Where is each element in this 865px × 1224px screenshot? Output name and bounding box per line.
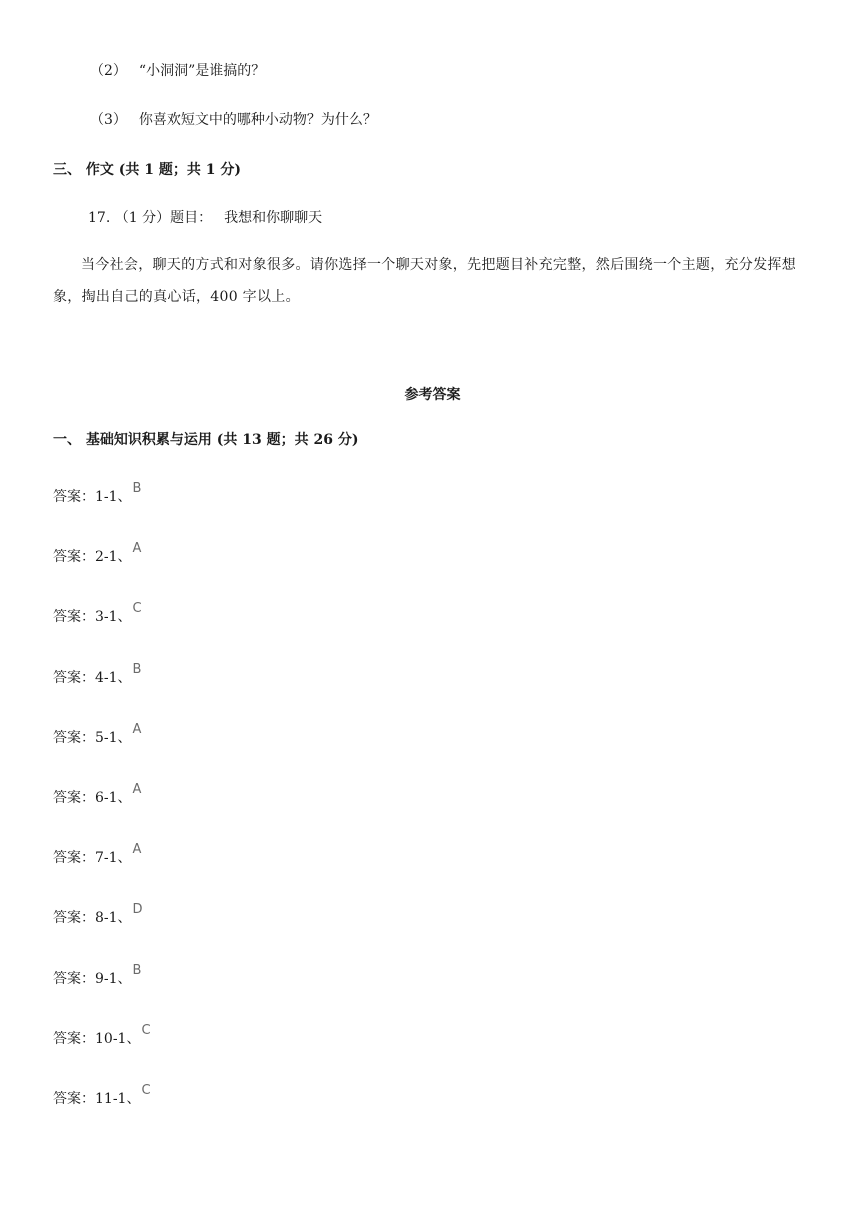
answer-label: 答案：6-1、	[53, 790, 132, 806]
question-prefix: 17. （1 分）题目：	[88, 210, 213, 226]
answer-choice: B	[132, 481, 142, 496]
answer-label: 答案：2-1、	[53, 549, 132, 566]
answer-item	[53, 842, 142, 867]
answer-item	[53, 721, 142, 747]
answer-label: 答案：7-1、	[53, 850, 132, 867]
essay-title: 我想和你聊聊天	[224, 210, 323, 226]
answer-choice: B	[132, 661, 142, 677]
question-text: 你喜欢短文中的哪种小动物？为什么？	[138, 112, 377, 128]
answer-item	[53, 1083, 151, 1108]
answer-choice: A	[132, 842, 142, 858]
answer-choice: A	[132, 541, 142, 557]
answer-choice: C	[141, 1083, 151, 1098]
answer-choice: A	[132, 721, 142, 737]
answer-choice: C	[132, 601, 142, 617]
answer-label: 答案：5-1、	[53, 729, 132, 746]
answer-choice: D	[132, 902, 143, 918]
answer-section-heading: 一、 基础知识积累与运用 (共 13 题；共 26 分)	[53, 432, 359, 448]
answer-choice: A	[132, 782, 142, 797]
answer-item	[53, 782, 142, 807]
answer-item	[53, 541, 142, 566]
answer-item	[53, 661, 142, 687]
answer-label: 答案：4-1、	[53, 669, 132, 686]
answer-label: 答案：9-1、	[53, 970, 132, 987]
question-text: “小洞洞”是谁搞的？	[138, 63, 266, 79]
question-17	[88, 207, 322, 227]
answer-label: 答案：1-1、	[53, 489, 132, 505]
question-number: （3）	[90, 112, 127, 128]
section-heading: 三、 作文 (共 1 题；共 1 分)	[53, 162, 241, 178]
answer-item	[53, 481, 142, 506]
answer-item	[53, 902, 143, 927]
answer-choice: B	[132, 962, 142, 978]
answer-label: 答案：10-1、	[53, 1030, 141, 1047]
essay-instructions: 当今社会，聊天的方式和对象很多。请你选择一个聊天对象，先把题目补充完整，然后围绕一个主题，充分发挥想象，掏出自己的真心话，400 字以上。	[53, 257, 796, 305]
answer-label: 答案：3-1、	[53, 609, 132, 626]
answer-label: 答案：11-1、	[53, 1091, 141, 1107]
answer-item	[53, 601, 142, 626]
answer-item	[53, 1022, 151, 1048]
answer-key-title: 参考答案	[404, 387, 461, 403]
answer-choice: C	[141, 1022, 151, 1038]
question-3	[90, 109, 377, 129]
question-number: （2）	[90, 63, 127, 79]
question-2	[90, 60, 265, 80]
answer-label: 答案：8-1、	[53, 910, 132, 927]
answer-item	[53, 962, 142, 988]
